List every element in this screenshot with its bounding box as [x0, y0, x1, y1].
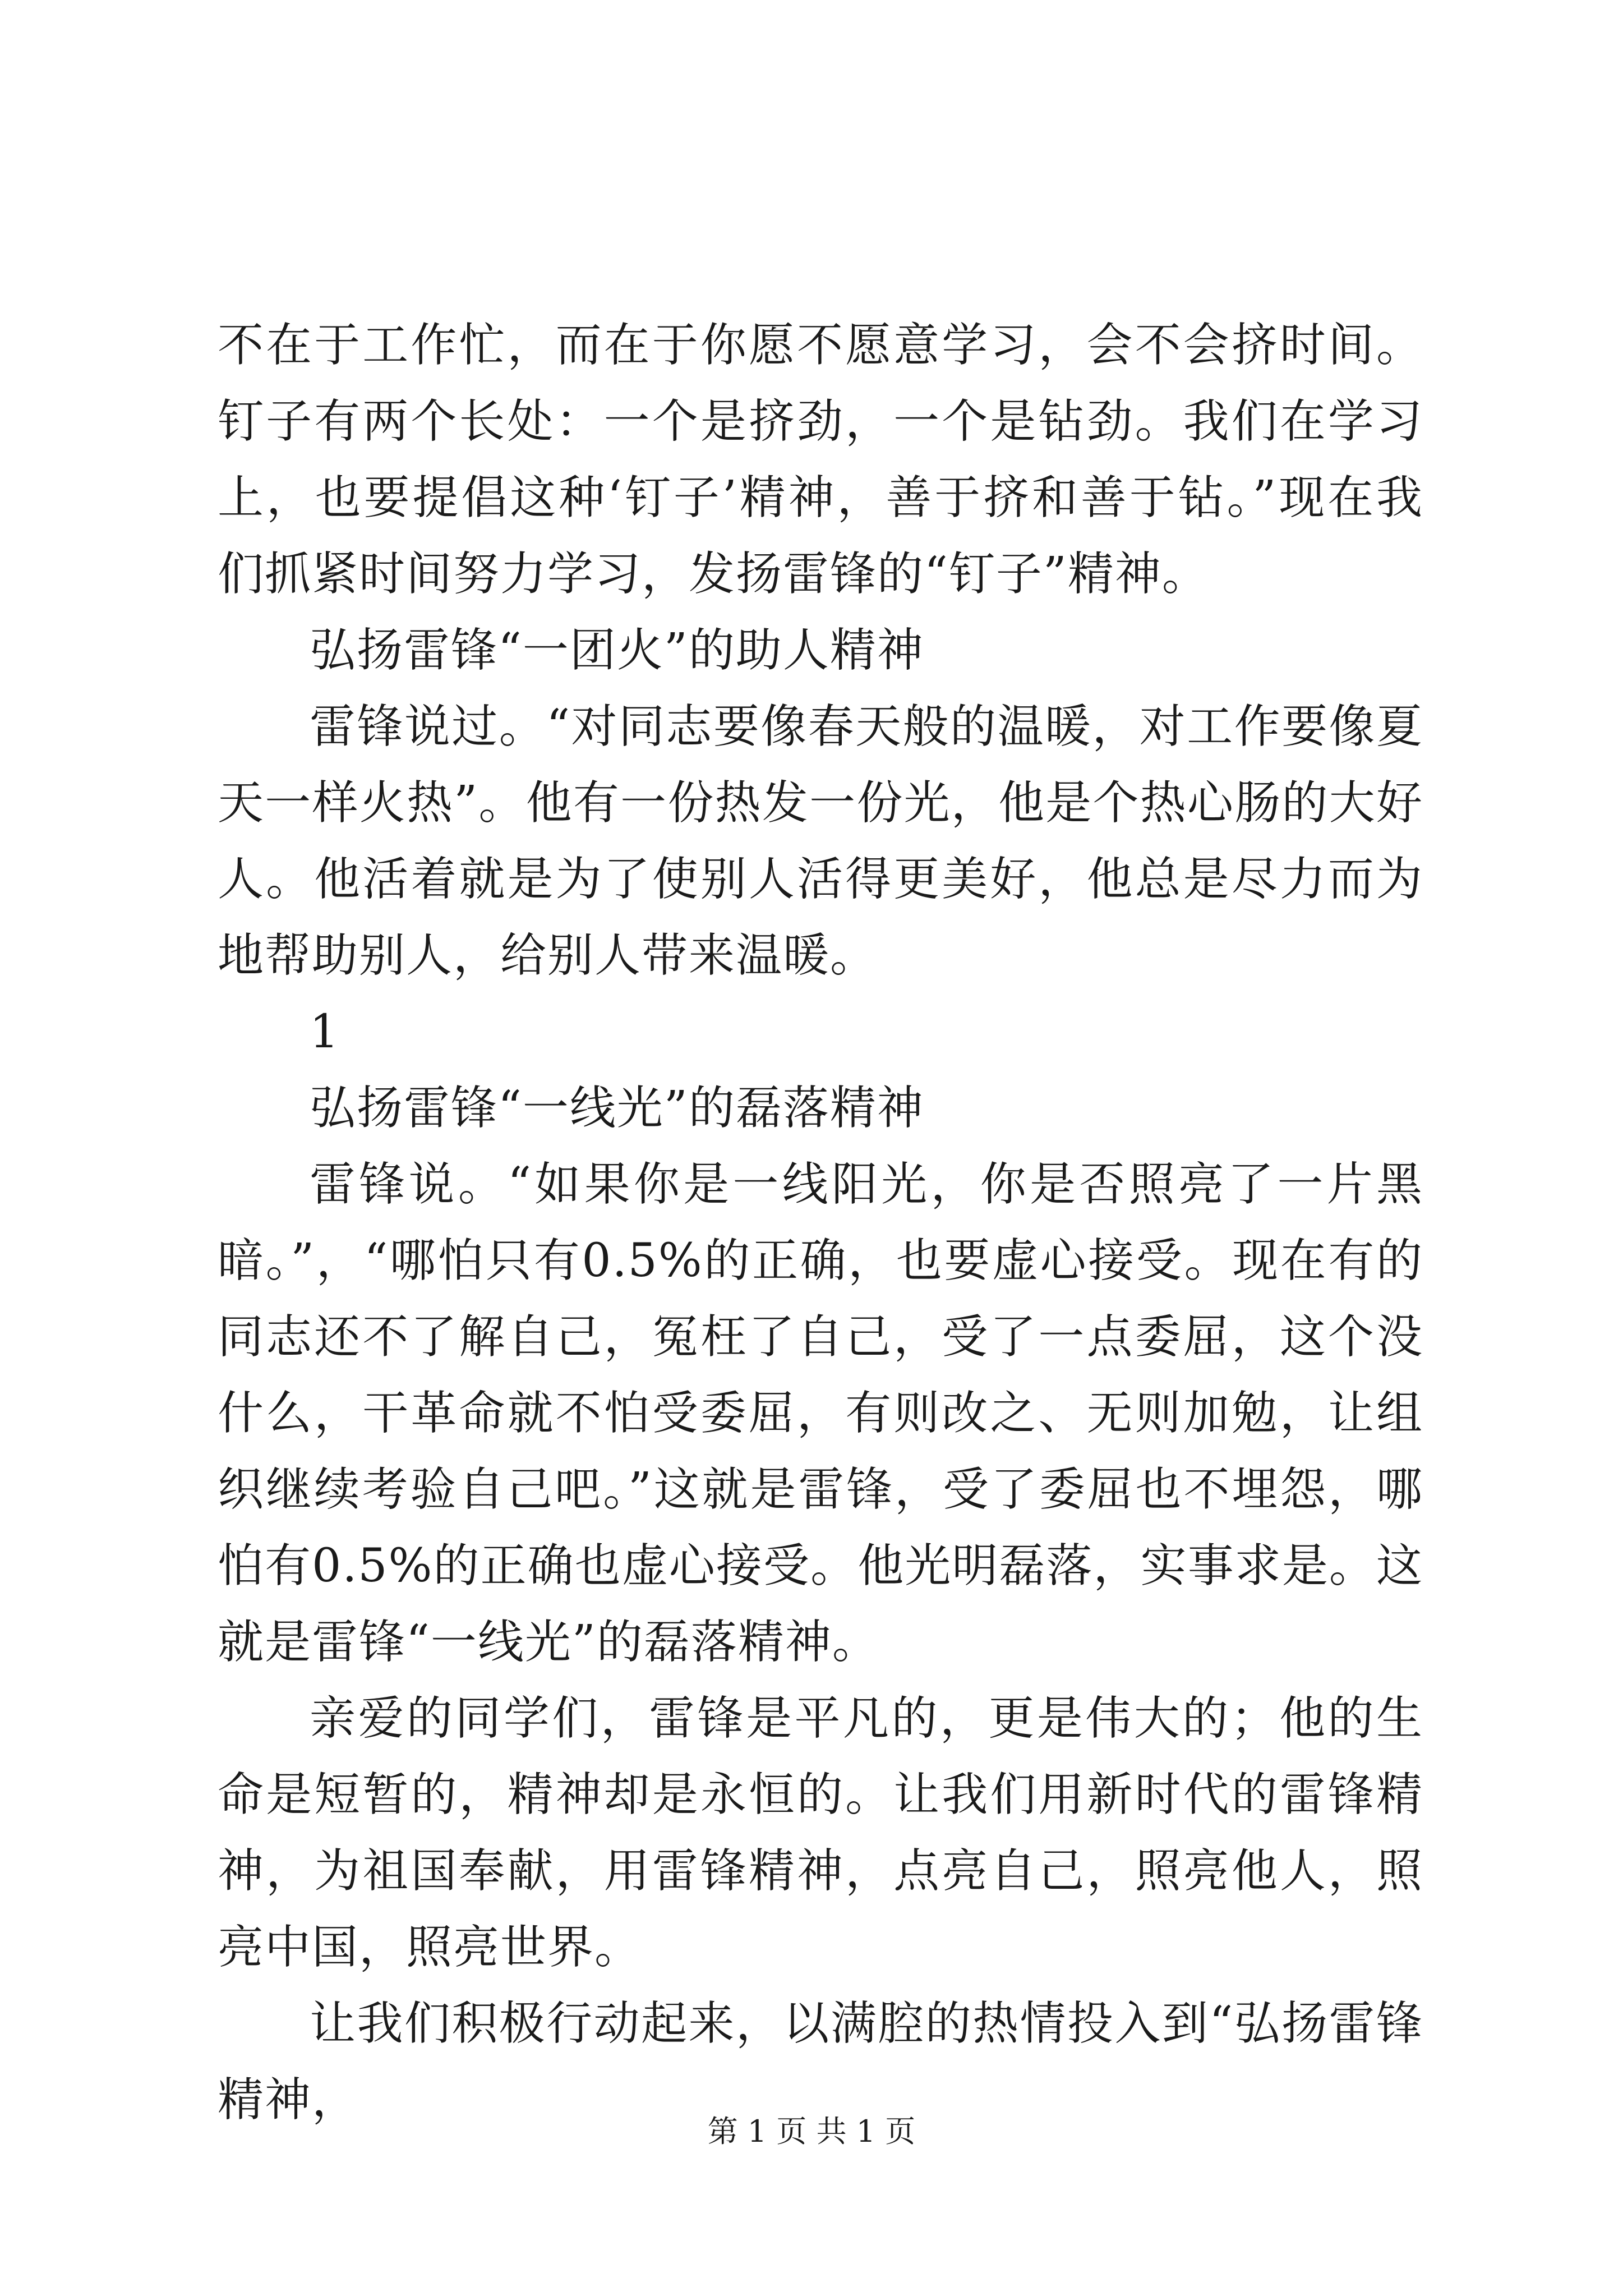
document-body — [218, 307, 1423, 2138]
body-paragraph-8: 让我们积极行动起来，以满腔的热情投入到“弘扬雷锋精神， — [218, 1997, 1423, 2127]
section-heading-helping-spirit: 弘扬雷锋“一团火”的助人精神 — [310, 624, 924, 677]
inline-number: 1 — [310, 1005, 340, 1059]
body-paragraph-1: 不在于工作忙，而在于你愿不愿意学习，会不会挤时间。钉子有两个长处：一个是挤劲，一个是钻劲。我们在学习上，也要提倡这种‘钉子’精神，善于挤和善于钻。”现在我们抓紧时间努力学习，发扬雷锋的“钉子”精神。 — [218, 319, 1423, 601]
section-heading-upright-spirit: 弘扬雷锋“一线光”的磊落精神 — [310, 1082, 924, 1135]
body-paragraph-3: 雷锋说过。“对同志要像春天般的温暖，对工作要像夏天一样火热”。他有一份热发一份光，他是个热心肠的大好人。他活着就是为了使别人活得更美好，他总是尽力而为地帮助别人，给别人带来温暖。 — [218, 700, 1423, 982]
body-paragraph-7: 亲爱的同学们，雷锋是平凡的，更是伟大的；他的生命是短暂的，精神却是永恒的。让我们用新时代的雷锋精神，为祖国奉献，用雷锋精神，点亮自己，照亮他人，照亮中国，照亮世界。 — [218, 1692, 1423, 1974]
page-footer: 第 1 页 共 1 页 — [707, 2114, 916, 2149]
body-paragraph-6: 雷锋说。“如果你是一线阳光，你是否照亮了一片黑暗。”，“哪怕只有0.5%的正确，也要虚心接受。现在有的同志还不了解自己，冤枉了自己，受了一点委屈，这个没什么，干革命就不怕受委屈，有则改之、无则加勉，让组织继续考验自己吧。”这就是雷锋，受了委屈也不埋怨，哪怕有0.5%的正确也虚心接受。他光明磊落，实事求是。这就是雷锋“一线光”的磊落精神。 — [218, 1158, 1423, 1669]
